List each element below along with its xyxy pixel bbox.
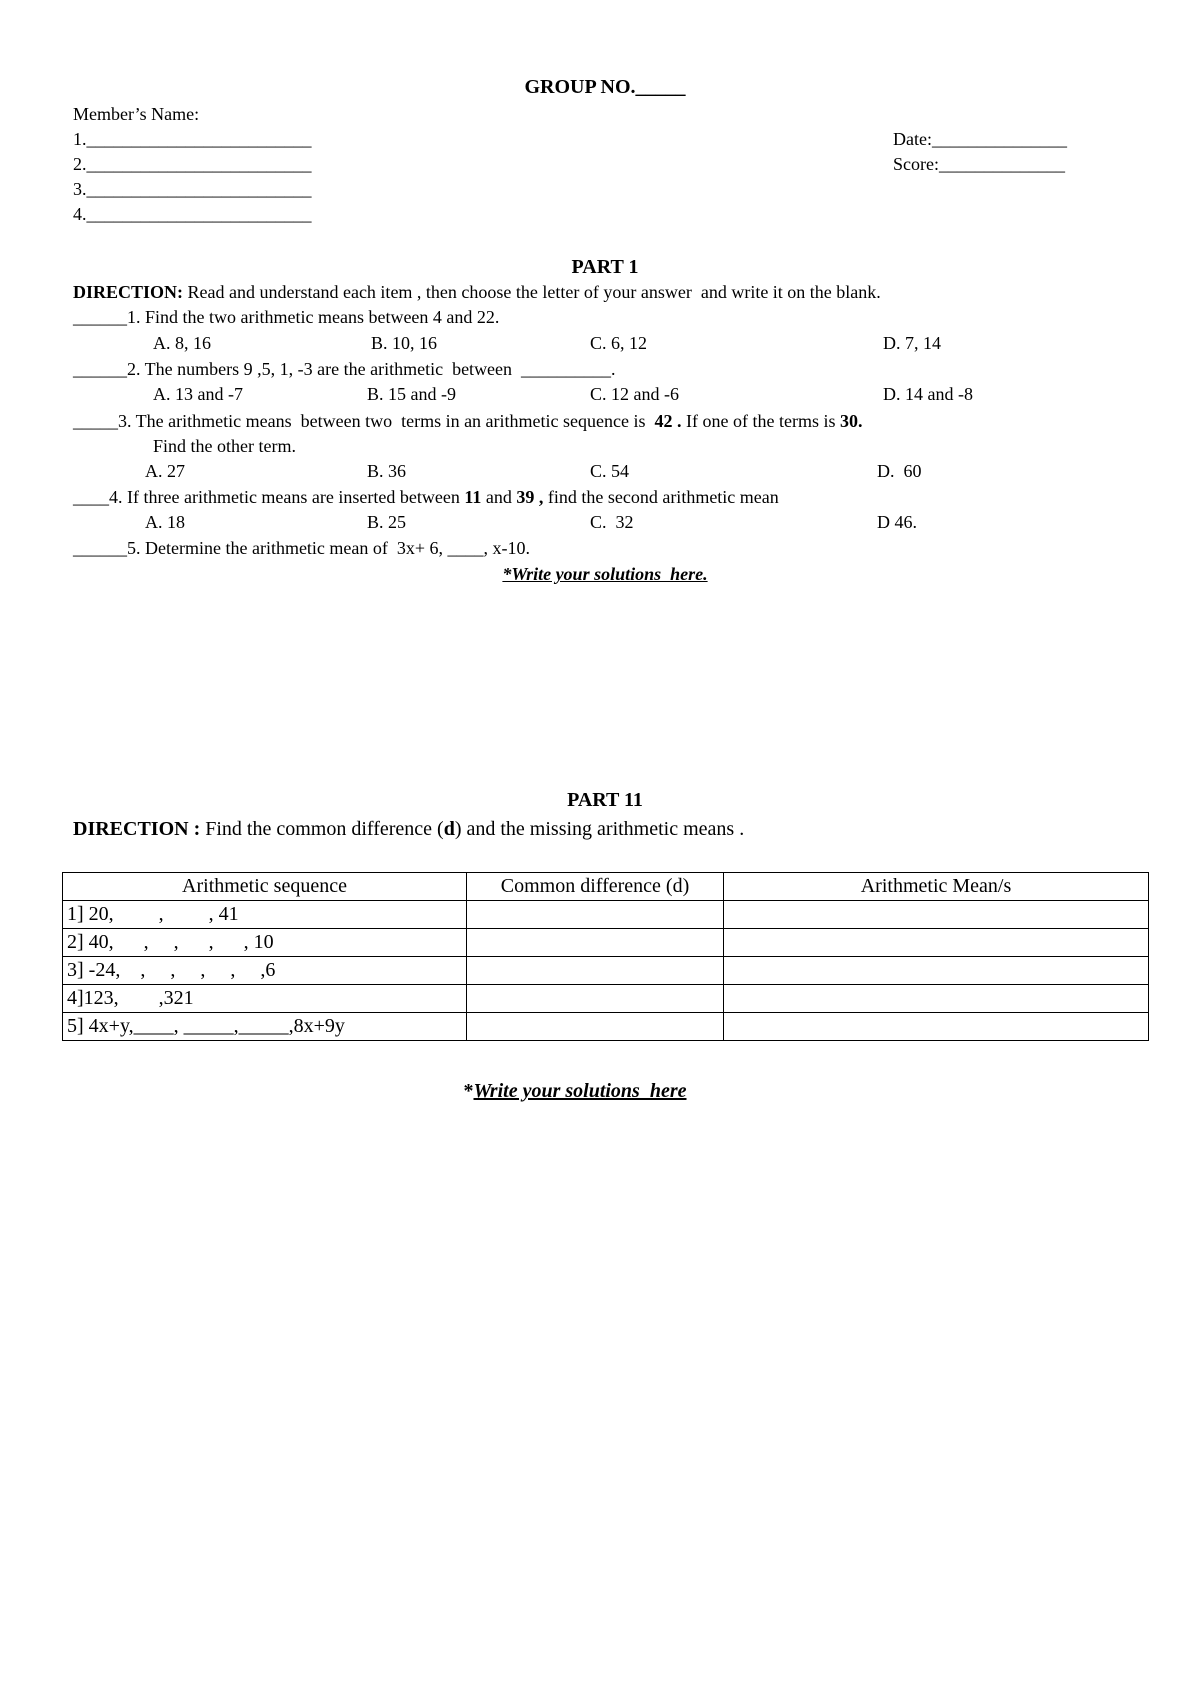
q2-choice-c: C. 12 and -6 <box>590 384 679 404</box>
q4-choice-b: B. 25 <box>367 512 407 532</box>
part1-solutions-label: *Write your solutions here. <box>502 564 708 584</box>
q4-choice-d: D 46. <box>877 512 917 532</box>
difference-cell[interactable] <box>467 957 724 985</box>
part2-direction-post: ) and the missing arithmetic means . <box>454 818 745 840</box>
arithmetic-means-table <box>62 872 1149 1041</box>
member-line-3: 3._________________________ <box>73 179 312 199</box>
q3-bold-42: 42 . <box>654 411 682 431</box>
table-row <box>63 929 1149 957</box>
q3-choice-a: A. 27 <box>145 461 185 481</box>
part1-direction-label: DIRECTION: <box>73 282 184 302</box>
header-arithmetic-means: Arithmetic Mean/s <box>724 873 1149 901</box>
header-common-difference: Common difference (d) <box>467 873 724 901</box>
q3-text-pre: _____3. The arithmetic means between two terms in an arithmetic sequence is <box>73 411 655 431</box>
q2-choice-d: D. 14 and -8 <box>883 384 973 404</box>
members-label: Member’s Name: <box>73 104 200 124</box>
difference-cell[interactable] <box>467 901 724 929</box>
table-row <box>63 1013 1149 1041</box>
table-header-row <box>63 873 1149 901</box>
means-cell[interactable] <box>724 929 1149 957</box>
q1-choice-d: D. 7, 14 <box>883 333 941 353</box>
question-2: ______2. The numbers 9 ,5, 1, -3 are the arithmetic between __________. <box>73 359 616 379</box>
q3-choice-d: D. 60 <box>877 461 922 481</box>
q4-choice-c: C. 32 <box>590 512 634 532</box>
q4-text-pre: ____4. If three arithmetic means are inserted between <box>73 487 465 507</box>
member-line-2: 2._________________________ <box>73 154 312 174</box>
part1-direction-text: Read and understand each item , then choose the letter of your answer and write it on the blank. <box>183 282 881 302</box>
q4-text-mid: and <box>481 487 517 507</box>
header-arithmetic-sequence: Arithmetic sequence <box>63 873 467 901</box>
table-row <box>63 985 1149 1013</box>
part2-title: PART 11 <box>567 789 643 811</box>
means-cell[interactable] <box>724 957 1149 985</box>
part2-direction <box>73 818 744 841</box>
q3-bold-30: 30. <box>839 411 863 431</box>
means-cell[interactable] <box>724 901 1149 929</box>
sequence-cell: 1] 20, , , 41 <box>63 901 467 929</box>
q1-choice-a: A. 8, 16 <box>153 333 211 353</box>
means-cell[interactable] <box>724 1013 1149 1041</box>
sequence-cell: 3] -24, , , , , ,6 <box>63 957 467 985</box>
question-4 <box>73 487 779 508</box>
q1-choice-b: B. 10, 16 <box>371 333 438 353</box>
question-3 <box>73 411 862 432</box>
part2-direction-d: d <box>443 818 455 840</box>
part1-direction <box>73 282 881 303</box>
q3-choice-b: B. 36 <box>367 461 407 481</box>
q4-text-post: find the second arithmetic mean <box>543 487 779 507</box>
member-line-4: 4._________________________ <box>73 204 312 224</box>
q1-choice-c: C. 6, 12 <box>590 333 648 353</box>
score-field: Score:______________ <box>893 154 1065 174</box>
part2-direction-pre: Find the common difference ( <box>200 818 444 840</box>
part1-title: PART 1 <box>571 256 639 278</box>
q4-bold-39: 39 , <box>516 487 544 507</box>
part2-solutions-text: Write your solutions here <box>473 1080 687 1102</box>
member-line-1: 1._________________________ <box>73 129 312 149</box>
group-number-label: GROUP NO._____ <box>524 76 686 98</box>
difference-cell[interactable] <box>467 1013 724 1041</box>
part2-direction-label: DIRECTION : <box>73 818 201 840</box>
question-1: ______1. Find the two arithmetic means between 4 and 22. <box>73 307 500 327</box>
q4-bold-11: 11 <box>464 487 482 507</box>
question-3-line2: Find the other term. <box>153 436 296 456</box>
table-row <box>63 901 1149 929</box>
part2-solutions-label <box>464 1080 687 1103</box>
sequence-cell: 2] 40, , , , , 10 <box>63 929 467 957</box>
sequence-cell: 5] 4x+y,____, _____,_____,8x+9y <box>63 1013 467 1041</box>
difference-cell[interactable] <box>467 985 724 1013</box>
question-5: ______5. Determine the arithmetic mean of 3x+ 6, ____, x-10. <box>73 538 531 558</box>
q3-text-mid: If one of the terms is <box>681 411 840 431</box>
part2-solutions-star: * <box>463 1080 474 1102</box>
difference-cell[interactable] <box>467 929 724 957</box>
q2-choice-a: A. 13 and -7 <box>153 384 243 404</box>
sequence-cell: 4]123, ,321 <box>63 985 467 1013</box>
date-field: Date:_______________ <box>893 129 1067 149</box>
q2-choice-b: B. 15 and -9 <box>367 384 456 404</box>
means-cell[interactable] <box>724 985 1149 1013</box>
table-row <box>63 957 1149 985</box>
q3-choice-c: C. 54 <box>590 461 630 481</box>
q4-choice-a: A. 18 <box>145 512 185 532</box>
